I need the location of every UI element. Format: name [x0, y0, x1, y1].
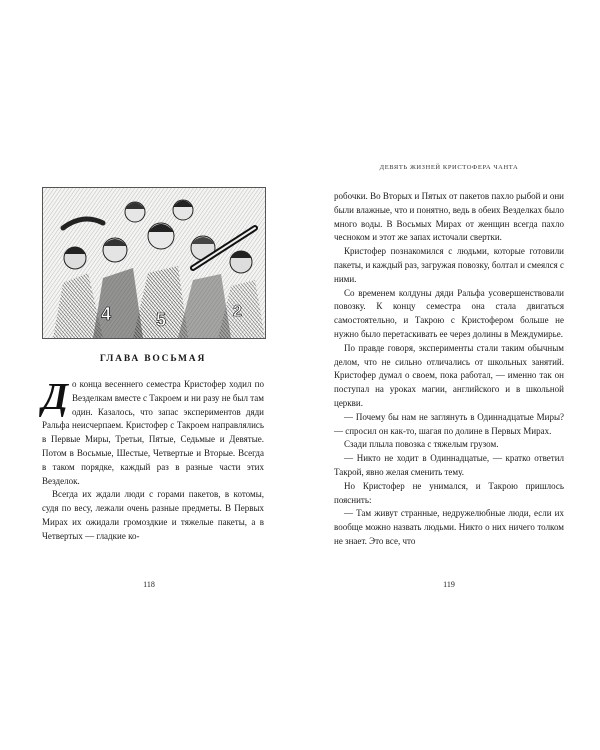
book-spread — [34, 142, 566, 602]
left-page — [34, 142, 264, 602]
paragraph: Кристофер познакомился с людьми, которые готовили пакеты, и каждый раз, загружая повозку, болтал и смеялся с ними. — [334, 246, 564, 284]
chapter-illustration — [42, 187, 266, 339]
right-body-text — [334, 190, 564, 549]
paragraph: Сзади плыла повозка с тяжелым грузом. — [344, 439, 499, 450]
boys-with-bat-engraving-icon — [43, 188, 265, 338]
svg-text:5: 5 — [156, 310, 167, 330]
page-number-left: 118 — [143, 580, 155, 589]
paragraph: — Никто не ходит в Одиннадцатые, — кратко ответил Такрой, явно желая сменить тему. — [334, 453, 564, 477]
svg-text:4: 4 — [101, 304, 112, 324]
paragraph: Со временем колдуны дяди Ральфа усовершенствовали повозку. К концу семестра она стала двигаться самостоятельно, и Такрою с Кристофером больше не нужно было перетаскивать ее через долины в Междумирье. — [334, 287, 564, 339]
page-number-right: 119 — [443, 580, 455, 589]
paragraph: Но Кристофер не унимался, и Такрою пришлось пояснить: — [334, 480, 564, 505]
svg-text:2: 2 — [233, 303, 242, 320]
paragraph: робочки. Во Вторых и Пятых от пакетов пахло рыбой и они были влажные, что и понятно, ведь в обеих Везделках было много воды. В Восьмых Мирах от женщин всегда пахло чесноком и этот же запах источали свертки. — [334, 191, 564, 243]
paragraph: До конца весеннего семестра Кристофер ходил по Везделкам вместе с Такроем и ни разу не был там один. Казалось, что запас экспериментов дяди Ральфа неисчерпаем. Кристофер с Такроем направлялись в Первые Миры, Третьи, Пятые, Седьмые и Девятые. Потом в Восьмые, Шестые, Четвертые и Вторые. Всегда в таком порядке, каждый раз в разные части этих Везделок. — [42, 376, 264, 486]
paragraph: Всегда их ждали люди с горами пакетов, в котомы, судя по весу, лежали очень разные предметы. В Первых Мирах их ожидали громоздкие и тяжелые пакеты, а в Четвертых — гладкие ко- — [42, 489, 264, 541]
drop-cap: Д — [42, 376, 68, 418]
chapter-title: ГЛАВА ВОСЬМАЯ — [99, 354, 207, 364]
paragraph: По правде говоря, эксперименты стали таким обычным делом, что не сильно отличались от школьных занятий. Кристофер думал о своем, пока работал, — именно так он поступал на уроках магии, английского и в школьной церкви. — [334, 342, 564, 408]
left-body-text — [42, 378, 264, 544]
paragraph: — Там живут странные, недружелюбные люди, если их вообще можно назвать людьми. Никто о них ничего толком не знает. Это все, что — [334, 508, 564, 546]
paragraph: — Почему бы нам не заглянуть в Одиннадцатые Миры? — спросил он как-то, шагая по долине в Первых Мирах. — [334, 411, 564, 436]
right-page — [334, 142, 564, 602]
running-head: ДЕВЯТЬ ЖИЗНЕЙ КРИСТОФЕРА ЧАНТА — [379, 164, 519, 171]
